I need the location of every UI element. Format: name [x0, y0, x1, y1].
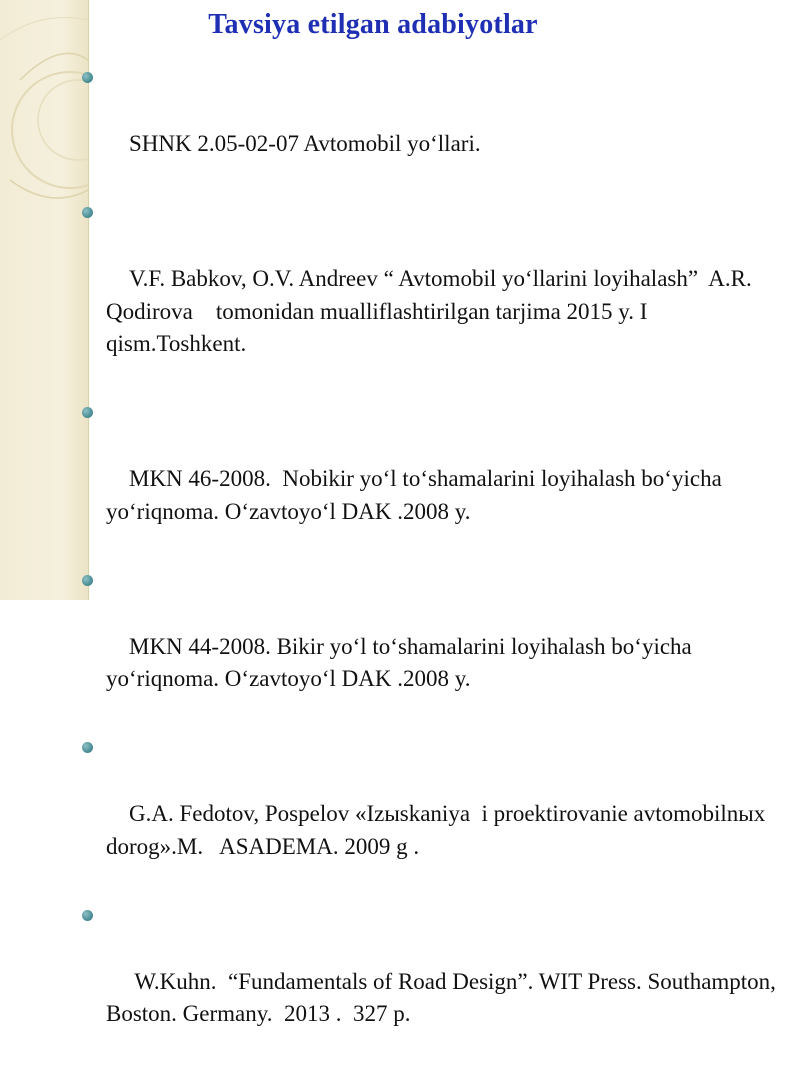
decorative-swirl-graphic — [0, 0, 88, 600]
bullet-icon — [82, 575, 93, 586]
page-title: Tavsiya etilgan adabiyotlar — [208, 9, 538, 40]
bullet-icon — [82, 910, 93, 921]
reference-text: SHNK 2.05-02-07 Avtomobil yo‘llari. — [129, 131, 481, 156]
list-item — [78, 63, 778, 193]
list-item — [78, 566, 778, 729]
bullet-icon — [82, 207, 93, 218]
list-item — [78, 198, 778, 393]
bullet-icon — [82, 742, 93, 753]
list-item — [78, 901, 782, 1064]
reference-list — [78, 63, 782, 1068]
reference-text: MKN 44-2008. Bikir yo‘l to‘shamalarini loyihalash bo‘yicha yo‘riqnoma. O‘zavtoyo‘l DAK .2008 y. — [106, 633, 698, 691]
reference-text: G.A. Fedotov, Pospelov «Izыskaniya i proektirovanie avtomobilnыx dorog».M. ASADEMA. 2009 g . — [106, 801, 772, 859]
list-item — [78, 733, 778, 896]
decorative-side-band — [0, 0, 89, 600]
list-item — [78, 398, 778, 561]
reference-text: MKN 46-2008. Nobikir yo‘l to‘shamalarini loyihalash bo‘yicha yo‘riqnoma. O‘zavtoyo‘l DAK .2008 y. — [106, 466, 728, 524]
reference-text: V.F. Babkov, O.V. Andreev “ Avtomobil yo‘llarini loyihalash” A.R. Qodirova tomonidan mualliflashtirilgan tarjima 2015 y. I qism.Toshkent. — [106, 266, 758, 356]
bullet-icon — [82, 72, 93, 83]
bullet-icon — [82, 407, 93, 418]
reference-text: W.Kuhn. “Fundamentals of Road Design”. WIT Press. Southampton, Boston. Germany. 2013 . 327 p. — [106, 968, 782, 1026]
